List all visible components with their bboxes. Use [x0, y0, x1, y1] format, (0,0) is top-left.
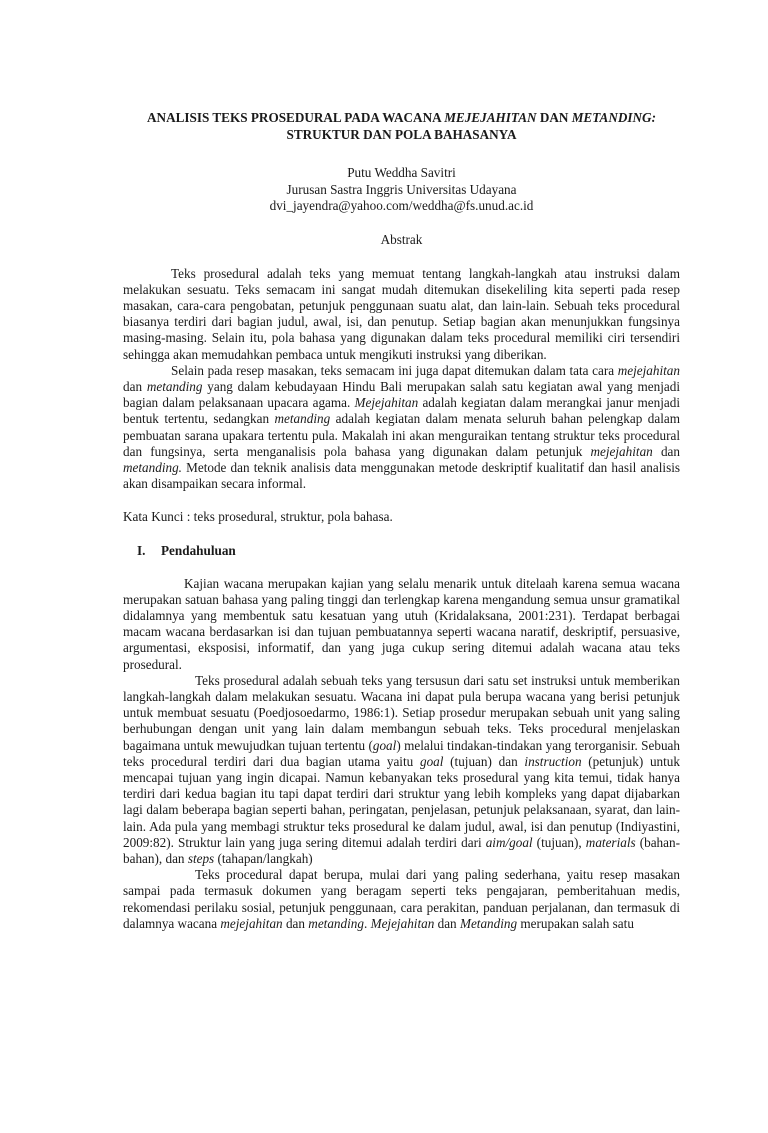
text-run: (tujuan),	[532, 834, 586, 850]
abstract-heading: Abstrak	[380, 231, 423, 247]
italic-term: metanding	[274, 411, 331, 427]
text-run: (tujuan) dan	[443, 753, 525, 769]
text-run: adalah kegiatan dalam menata seluruh bahan pelengkap dalam pembuatan sarana upakara tertentu pula. Makalah ini akan menguraikan tentang struktur teks procedural dan fungsinya, serta menganalisis pola bahasa yang digunakan dalam petunjuk	[123, 411, 680, 459]
italic-term: instruction	[524, 753, 582, 769]
keywords-line: Kata Kunci : teks prosedural, struktur, pola bahasa.	[123, 509, 393, 525]
text-run: dan	[652, 443, 680, 459]
title-italic-term: MEJEJAHITAN	[444, 110, 537, 125]
section-number: I.	[137, 542, 146, 558]
italic-term: steps	[187, 851, 215, 866]
text-run: (bahan-bahan), dan	[123, 834, 680, 866]
text-run: ) melalui tindakan-tindakan yang terorganisir. Sebuah teks procedural terdiri dari dua bagian utama yaitu	[123, 737, 680, 769]
abstract-paragraph-2	[123, 363, 680, 493]
title-italic-term: METANDING:	[571, 110, 656, 125]
body-paragraph-3	[123, 867, 680, 932]
title-line-2: STRUKTUR DAN POLA BAHASANYA	[286, 127, 517, 142]
paper-title	[123, 109, 680, 143]
text-run: yang dalam kebudayaan Hindu Bali merupakan salah satu kegiatan awal yang menjadi bagian dalam pelaksanaan upacara agama.	[123, 378, 680, 411]
italic-term: metanding	[146, 378, 203, 394]
title-line-1	[147, 110, 656, 125]
author-affiliation: Jurusan Sastra Inggris Universitas Udayana	[286, 181, 517, 197]
text-run: adalah kegiatan dalam merangkai janur menjadi bentuk tertentu, sedangkan	[123, 395, 680, 427]
text-run: Teks procedural dapat berupa, mulai dari yang paling sederhana, yaitu resep masakan sampai pada termasuk dokumen yang beragam seperti teks pengajaran, pemberitahuan medis, rekomendasi perilaku sosial, petunjuk penggunaan, cara perakitan, panduan perjalanan, dan termasuk di dalamnya wacana	[123, 867, 680, 931]
italic-term: goal	[372, 737, 397, 753]
section-title: Pendahuluan	[161, 542, 236, 558]
author-block	[123, 165, 680, 215]
italic-term: metanding.	[123, 459, 182, 475]
author-email: dvi_jayendra@yahoo.com/weddha@fs.unud.ac.id	[269, 198, 534, 213]
document-page	[0, 109, 768, 1133]
italic-term: Mejejahitan	[370, 915, 435, 931]
italic-term: mejejahitan	[220, 915, 283, 931]
italic-term: Metanding	[459, 915, 518, 931]
text-run: dan	[282, 915, 309, 931]
text-run: Selain pada resep masakan, teks semacam ini juga dapat ditemukan dalam tata cara	[171, 362, 618, 378]
section-heading	[123, 543, 680, 559]
text-run: merupakan salah satu	[517, 915, 634, 931]
text-run: .	[363, 915, 371, 931]
text-run: dan	[123, 378, 147, 394]
text-run: (petunjuk) untuk mencapai tujuan yang ingin dicapai. Namun kebanyakan teks prosedural yang kita temui, tidak hanya terdiri dari kedua bagian itu tapi dapat terdiri dari struktur yang lebih kompleks yang dapat dijabarkan lagi dalam beberapa bagian seperti bahan, peringatan, penjelasan, petunjuk pelaksanaan, syarat, dan lain-lain. Ada pula yang membagi struktur teks prosedural ke dalam judul, awal, isi dan penutup (Indiyastini, 2009:82). Struktur lain yang juga sering ditemui adalah terdiri dari	[123, 753, 680, 850]
italic-term: metanding	[308, 915, 364, 931]
italic-term: goal	[419, 753, 444, 769]
text-run: Teks prosedural adalah sebuah teks yang tersusun dari satu set instruksi untuk memberikan langkah-langkah dalam melakukan sesuatu. Wacana ini dapat pula berupa wacana yang berisi petunjuk untuk membuat sesuatu (Poedjosoedarmo, 1986:1). Setiap prosedur merupakan sebuah unit yang saling berhubungan dengan unit yang lain dalam membangun sebuah teks. Teks procedural menjelaskan bagaimana untuk mewujudkan tujuan tertentu (	[123, 672, 680, 753]
body-paragraph-1: Kajian wacana merupakan kajian yang selalu menarik untuk ditelaah karena semua wacana merupakan satuan bahasa yang paling tinggi dan terlengkap karena mengandung semua unsur gramatikal didalamnya yang membentuk satu kesatuan yang utuh (Kridalaksana, 2001:231). Terdapat berbagai macam wacana berdasarkan isi dan tujuan pembuatannya seperti wacana naratif, deskriptif, persuasive, argumentasi, eksposisi, informatif, dan yang juga cukup sering ditemui adalah wacana atau teks prosedural.	[123, 575, 680, 672]
abstract-paragraph-1: Teks prosedural adalah teks yang memuat tentang langkah-langkah atau instruksi dalam melakukan sesuatu. Teks semacam ini sangat mudah ditemukan disekeliling kita seperti pada resep masakan, cara-cara pengobatan, petunjuk penggunaan suatu alat, dan lain-lain. Sebuah teks procedural biasanya terdiri dari bagian judul, awal, isi, dan penutup. Setiap bagian akan menunjukkan fungsinya masing-masing. Selain itu, pola bahasa yang digunakan dalam teks procedural memiliki ciri tersendiri sehingga akan memudahkan pembaca untuk mengikuti instruksi yang diberikan.	[123, 265, 680, 362]
text-run: (tahapan/langkah)	[214, 851, 313, 866]
text-run: Metode dan teknik analisis data menggunakan metode deskriptif kualitatif dan hasil analisis akan disampaikan secara informal.	[123, 459, 680, 492]
italic-term: aim/goal	[485, 834, 533, 850]
italic-term: Mejejahitan	[354, 395, 419, 411]
body-paragraph-2	[123, 673, 680, 867]
italic-term: mejejahitan	[617, 362, 680, 378]
text-run: dan	[434, 915, 460, 931]
title-text: ANALISIS TEKS PROSEDURAL PADA WACANA	[147, 110, 445, 125]
author-name: Putu Weddha Savitri	[347, 165, 456, 180]
title-text: DAN	[536, 110, 572, 125]
italic-term: mejejahitan	[590, 443, 653, 459]
italic-term: materials	[585, 834, 636, 850]
